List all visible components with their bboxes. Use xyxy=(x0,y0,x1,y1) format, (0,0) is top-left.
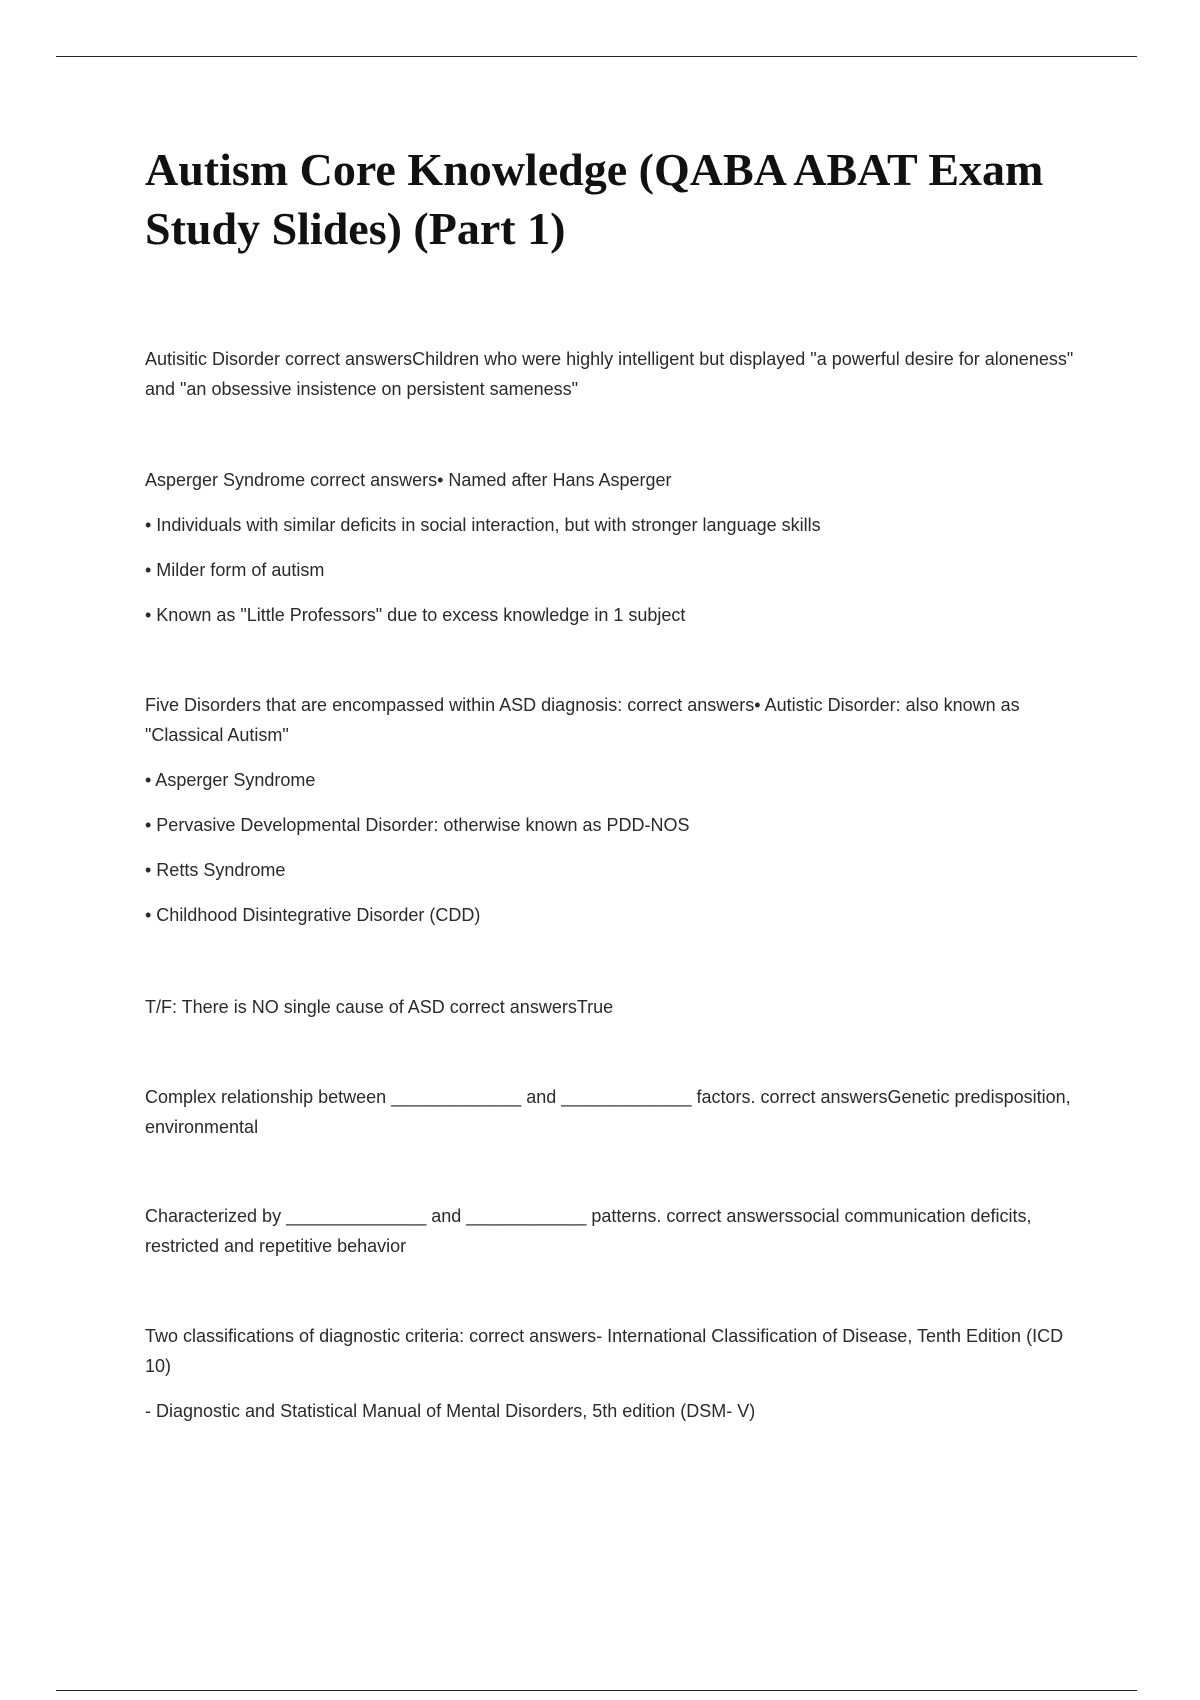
paragraph: - Diagnostic and Statistical Manual of Mental Disorders, 5th edition (DSM- V) xyxy=(145,1401,756,1421)
paragraph: Five Disorders that are encompassed within ASD diagnosis: correct answers• Autistic Disorder: also known as "Classical Autism" xyxy=(145,695,1020,745)
bottom-divider xyxy=(56,1690,1137,1691)
bullet-item: • Individuals with similar deficits in social interaction, but with stronger language skills xyxy=(145,515,821,535)
qa-single-cause xyxy=(145,992,1085,1037)
qa-complex-relationship xyxy=(145,1082,1085,1157)
paragraph: T/F: There is NO single cause of ASD correct answersTrue xyxy=(145,997,614,1017)
bullet-item: • Milder form of autism xyxy=(145,560,325,580)
bullet-item: • Pervasive Developmental Disorder: otherwise known as PDD-NOS xyxy=(145,815,690,835)
paragraph: Asperger Syndrome correct answers• Named after Hans Asperger xyxy=(145,470,672,490)
paragraph: Autisitic Disorder correct answersChildren who were highly intelligent but displayed "a powerful desire for aloneness" and "an obsessive insistence on persistent sameness" xyxy=(145,349,1074,399)
bullet-item: • Childhood Disintegrative Disorder (CDD) xyxy=(145,905,481,925)
qa-diagnostic-classifications xyxy=(145,1321,1085,1441)
document-title: Autism Core Knowledge (QABA ABAT Exam Study Slides) (Part 1) xyxy=(145,144,1044,254)
paragraph: Characterized by ______________ and ____________ patterns. correct answerssocial communication deficits, restricted and repetitive behavior xyxy=(145,1206,1032,1256)
paragraph: Complex relationship between _____________ and _____________ factors. correct answersGenetic predisposition, environmental xyxy=(145,1087,1071,1137)
qa-five-disorders xyxy=(145,690,1085,945)
paragraph: Two classifications of diagnostic criteria: correct answers- International Classification of Disease, Tenth Edition (ICD 10) xyxy=(145,1326,1064,1376)
qa-characterized-by xyxy=(145,1201,1085,1276)
bullet-item: • Known as "Little Professors" due to excess knowledge in 1 subject xyxy=(145,605,686,625)
bullet-item: • Asperger Syndrome xyxy=(145,770,316,790)
qa-autistic-disorder xyxy=(145,344,1085,419)
top-divider xyxy=(56,56,1137,57)
bullet-item: • Retts Syndrome xyxy=(145,860,286,880)
qa-asperger-syndrome xyxy=(145,465,1085,645)
